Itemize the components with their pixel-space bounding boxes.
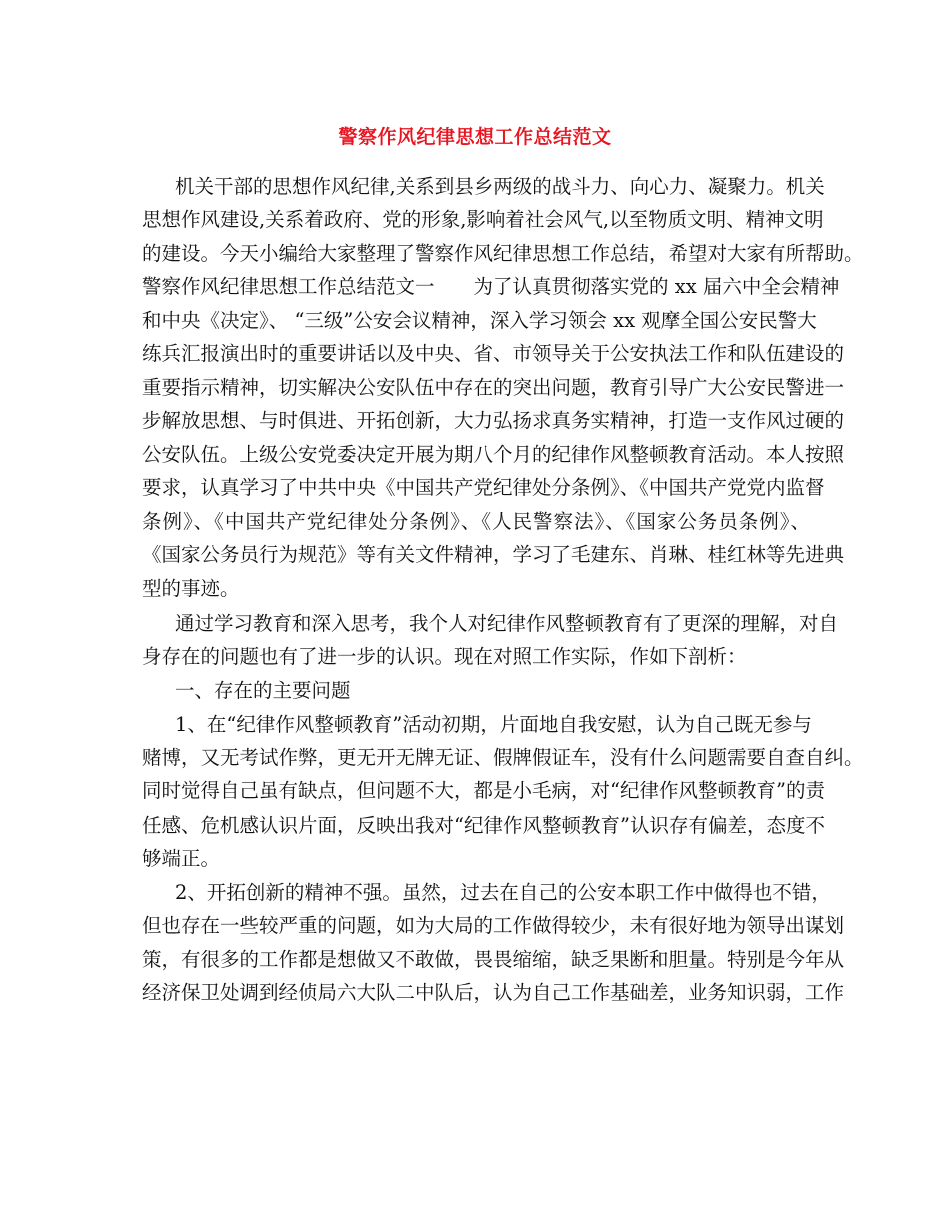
body-text-line: 重要指示精神，切实解决公安队伍中存在的突出问题，教育引导广大公安民警进一 (142, 376, 845, 399)
body-text-line: 但也存在一些较严重的问题，如为大局的工作做得较少，未有很好地为领导出谋划 (142, 914, 845, 937)
body-text-line: 身存在的问题也有了进一步的认识。现在对照工作实际，作如下剖析： (142, 645, 747, 668)
body-text-line: 同时觉得自己虽有缺点，但问题不大，都是小毛病，对“纪律作风整顿教育”的责 (142, 779, 825, 802)
body-text-line: 通过学习教育和深入思考，我个人对纪律作风整顿教育有了更深的理解，对自 (175, 612, 839, 635)
body-text-line: 2、开拓创新的精神不强。虽然，过去在自己的公安本职工作中做得也不错， (175, 881, 831, 904)
body-text-line: 的建设。今天小编给大家整理了警察作风纪律思想工作总结，希望对大家有所帮助。 (142, 242, 864, 265)
body-text-line: 《国家公务员行为规范》等有关文件精神，学习了毛建东、肖琳、桂红林等先进典 (142, 543, 845, 566)
body-text-line: 思想作风建设,关系着政府、党的形象,影响着社会风气,以至物质文明、精神文明 (142, 208, 824, 231)
body-text-line: 公安队伍。上级公安党委决定开展为期八个月的纪律作风整顿教育活动。本人按照 (142, 443, 845, 466)
body-text-line: 一、存在的主要问题 (175, 679, 351, 702)
body-text-line: 型的事迹。 (142, 577, 240, 600)
body-text-line: 1、在“纪律作风整顿教育”活动初期，片面地自我安慰，认为自己既无参与 (175, 713, 812, 736)
body-text-line: 任感、危机感认识片面，反映出我对“纪律作风整顿教育”认识存有偏差，态度不 (142, 814, 825, 837)
body-text-line: 策，有很多的工作都是想做又不敢做，畏畏缩缩，缺乏果断和胆量。特别是今年从 (142, 948, 845, 971)
body-text-line: 赌博，又无考试作弊，更无开无牌无证、假牌假证车，没有什么问题需要自查自纠。 (142, 746, 864, 769)
body-text-line: 警察作风纪律思想工作总结范文一 为了认真贯彻落实党的 xx 届六中全会精神 (142, 275, 840, 298)
body-text-line: 条例》、《中国共产党纪律处分条例》、《人民警察法》、《国家公务员条例》、 (142, 510, 810, 533)
body-text-line: 步解放思想、与时俱进、开拓创新，大力弘扬求真务实精神，打造一支作风过硬的 (142, 409, 845, 432)
body-text-line: 要求，认真学习了中共中央《中国共产党纪律处分条例》、《中国共产党党内监督 (142, 476, 825, 499)
body-text-line: 机关干部的思想作风纪律,关系到县乡两级的战斗力、向心力、凝聚力。机关 (175, 175, 825, 198)
document-title: 警察作风纪律思想工作总结范文 (338, 126, 612, 148)
body-text-line: 练兵汇报演出时的重要讲话以及中央、省、市领导关于公安执法工作和队伍建设的 (142, 342, 845, 365)
body-text-line: 和中央《决定》、 “三级”公安会议精神，深入学习领会 xx 观摩全国公安民警大 (142, 309, 817, 332)
body-text-line: 够端正。 (142, 847, 221, 870)
body-text-line: 经济保卫处调到经侦局六大队二中队后，认为自己工作基础差，业务知识弱，工作 (142, 981, 845, 1004)
